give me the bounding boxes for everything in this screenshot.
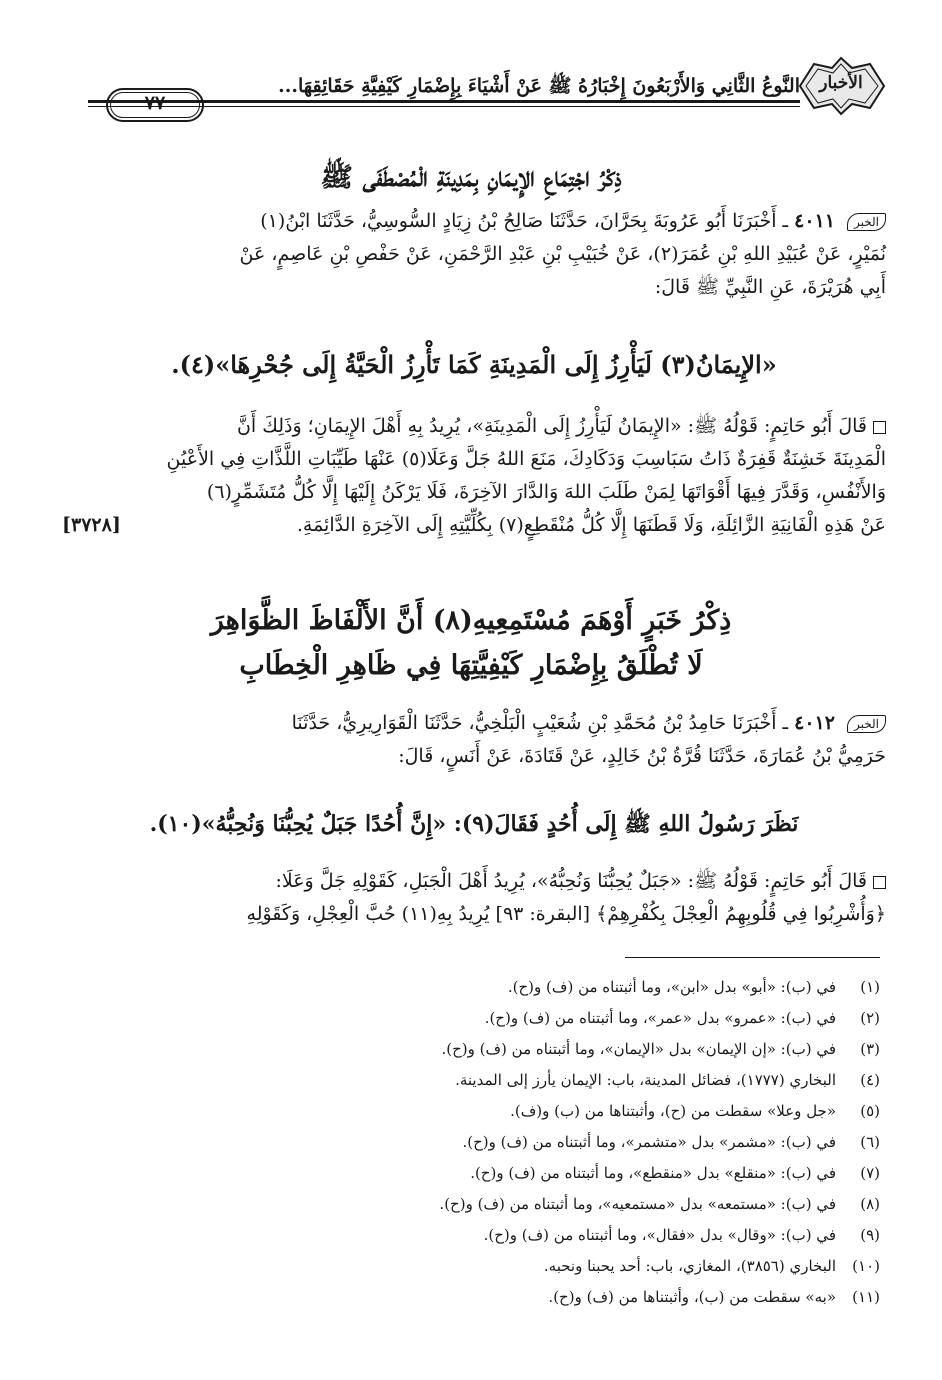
commentary-line-4: عَنْ هَذِهِ الْفَانِيَةِ الزَّائِلَةِ، وَلَا قَطَنَهَا إِلَّا كُلُّ مُنْقَطِعٍ(٧) بِكُلِّيَّتِهِ إِلَى الآخِرَةِ الدَّائِمَةِ. [٣٧٢٨]: [62, 509, 886, 542]
footnote: (١٠)البخاري (٣٨٥٦)، المغازي، باب: أحد يحبنا ونحبه.: [543, 1257, 880, 1275]
hadith-text-4012: نَظَرَ رَسُولُ اللهِ ﷺ إِلَى أُحُدٍ فَقَالَ(٩): «إِنَّ أُحُدًا جَبَلٌ يُحِبُّنَا وَنُحِبُّهُ»(١٠).: [149, 811, 799, 837]
isnad-line-2: حَرَمِيُّ بْنُ عُمَارَةَ، حَدَّثَنَا قُرَّةُ بْنُ خَالِدٍ، عَنْ قَتَادَةَ، عَنْ أَنَسٍ، قَالَ:: [398, 745, 886, 767]
footnote-separator: [625, 957, 880, 958]
commentary-line-1: قَالَ أَبُو حَاتِمٍ: قَوْلُهُ ﷺ: «جَبَلٌ يُحِبُّنَا وَنُحِبُّهُ»، يُرِيدُ أَهْلَ الْجَبَلِ، كَقَوْلِهِ جَلَّ وَعَلَا:: [62, 865, 886, 898]
commentary-4012: [62, 865, 886, 931]
hadith-number: ٤٠١١: [794, 210, 835, 232]
section-heading-2-line-2: لَا تُطْلَقُ بِإِضْمَارِ كَيْفِيَّتِهَا فِي ظَاهِرِ الْخِطَابِ: [239, 650, 703, 681]
commentary-line-2: ﴿وَأُشْرِبُوا فِي قُلُوبِهِمُ الْعِجْلَ بِكُفْرِهِمْ﴾ [البقرة: ٩٣] يُرِيدُ بِهِ(١١) حُبَّ الْعِجْلِ، وَكَقَوْلِهِ: [246, 903, 886, 925]
hadith-number: ٤٠١٢: [794, 712, 835, 734]
section-heading-2: ذِكْرُ خَبَرٍ أَوْهَمَ مُسْتَمِعِيهِ(٨) أَنَّ الأَلْفَاظَ الظَّوَاهِرَ: [210, 605, 732, 636]
footnote: (١)في (ب): «أبو» بدل «ابن»، وما أثبتناه من (ف) و(ح).: [507, 978, 880, 996]
footnote: (١١)«به» سقطت من (ب)، وأثبتناها من (ف) و(ح).: [548, 1288, 880, 1306]
commentary-4011: [62, 410, 886, 542]
commentary-line-3: وَالأَنْفُسِ، وَقَدَّرَ فِيهَا أَقْوَاتَهَا لِمَنْ طَلَبَ اللهَ وَالدَّارَ الآخِرَةَ، فَلَا يَرْكَنُ إِلَيْهَا إِلَّا كُلُّ مُتَشَمِّرٍ(٦): [206, 481, 886, 503]
commentary-line-1: قَالَ أَبُو حَاتِمٍ: قَوْلُهُ ﷺ: «الإِيمَانُ لَيَأْرِزُ إِلَى الْمَدِينَةِ»، يُرِيدُ بِهِ أَهْلَ الإِيمَانِ؛ وَذَلِكَ أَنَّ: [62, 410, 886, 443]
isnad-line-3: أَبِي هُرَيْرَةَ، عَنِ النَّبِيِّ ﷺ قَالَ:: [654, 276, 886, 298]
footnote: (٣)في (ب): «إن الإيمان» بدل «الإيمان»، وما أثبتناه من (ف) و(ح).: [441, 1040, 880, 1058]
section-badge: [792, 54, 890, 118]
khabar-badge: الخبر: [847, 213, 886, 231]
footnote: (٨)في (ب): «مستمعه» بدل «مستمعيه»، وما أثبتناه من (ف) و(ح).: [439, 1195, 880, 1213]
footnote: (٦)في (ب): «مشمر» بدل «متشمر»، وما أثبتناه من (ف) و(ح).: [462, 1133, 880, 1151]
footnote: (٧)في (ب): «منقلع» بدل «منقطع»، وما أثبتناه من (ف) و(ح).: [470, 1164, 880, 1182]
footnote: (٤)البخاري (١٧٧٧)، فضائل المدينة، باب: الإيمان يأرز إلى المدينة.: [455, 1071, 880, 1089]
isnad-text: ـ أَخْبَرَنَا أَبُو عَرُوبَةَ بِحَرَّانَ، حَدَّثَنَا صَالِحُ بْنُ زِيَادٍ السُّوسِيُّ، حَدَّثَنَا ابْنُ(١): [260, 210, 789, 232]
running-head: [88, 52, 898, 122]
section-heading-1: ذِكْرُ اجْتِمَاعِ الإِيمَانِ بِمَدِينَةِ الْمُصْطَفَى ﷺ: [320, 162, 622, 193]
footnotes: [56, 972, 880, 1313]
footnote: (٢)في (ب): «عمرو» بدل «عمر»، وما أثبتناه من (ف) و(ح).: [484, 1009, 880, 1027]
square-bullet-icon: [873, 876, 886, 889]
khabar-badge: الخبر: [847, 715, 886, 733]
footnote: (٩)في (ب): «وقال» بدل «فقال»، وما أثبتناه من (ف) و(ح).: [483, 1226, 880, 1244]
commentary-line-2: الْمَدِينَةَ خَشِنَةٌ قَفِرَةٌ ذَاتُ سَبَاسِبَ وَدَكَادِكَ، مَنَعَ اللهُ جَلَّ وَعَلَا(٥) عَنْهَا طَيِّبَاتِ اللَّذَّاتِ فِي الأَعْيُنِ: [166, 448, 886, 470]
hadith-4012: [62, 707, 886, 773]
hadith-text-4011: «الإِيمَانُ(٣) لَيَأْرِزُ إِلَى الْمَدِينَةِ كَمَا تَأْرِزُ الْحَيَّةُ إِلَى جُحْرِهَا»(٤).: [171, 350, 777, 379]
page-number: ٧٧: [144, 92, 166, 114]
page-number-frame: [106, 88, 204, 122]
footnote: (٥)«جل وعلا» سقطت من (ح)، وأثبتناها من (ب) و(ف).: [510, 1102, 880, 1120]
badge-label: الأخبار: [819, 73, 863, 93]
hadith-4011: [62, 205, 886, 304]
isnad-line-1: [62, 707, 886, 740]
isnad-line-2: نُمَيْرٍ، عَنْ عُبَيْدِ اللهِ بْنِ عُمَرَ(٢)، عَنْ خُبَيْبِ بْنِ عَبْدِ الرَّحْمَنِ، عَنْ حَفْصِ بْنِ عَاصِمٍ، عَنْ: [239, 243, 886, 265]
isnad-text: ـ أَخْبَرَنَا حَامِدُ بْنُ مُحَمَّدِ بْنِ شُعَيْبٍ الْبَلْخِيُّ، حَدَّثَنَا الْقَوَارِيرِيُّ، حَدَّثَنَا: [291, 712, 789, 734]
source-reference: [٣٧٢٨]: [62, 514, 121, 536]
isnad-line-1: [62, 205, 886, 238]
running-title: النَّوعُ الثَّانِي وَالأَرْبَعُونَ إِخْبَارُهُ ﷺ عَنْ أَشْيَاءَ بِإِضْمَارِ كَيْفِيَّةِ حَقَائِقِهَا...: [278, 75, 800, 97]
square-bullet-icon: [873, 421, 886, 434]
